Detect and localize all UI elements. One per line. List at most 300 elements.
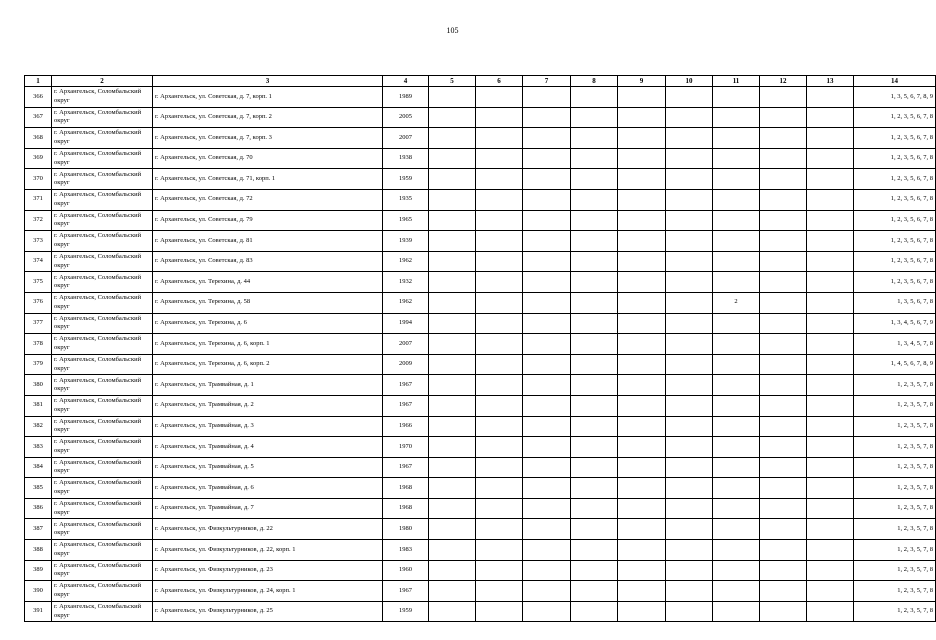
empty-cell-col12 bbox=[760, 251, 807, 272]
col11-cell bbox=[713, 272, 760, 293]
address-cell: г. Архангельск, ул. Физкультурников, д. 23 bbox=[153, 560, 383, 581]
col11-cell bbox=[713, 560, 760, 581]
col14-codes-cell: 1, 2, 3, 5, 7, 8 bbox=[854, 498, 936, 519]
empty-cell-col5 bbox=[429, 437, 476, 458]
district-cell: г. Архангельск, Соломбальский округ bbox=[52, 354, 153, 375]
empty-cell-col10 bbox=[666, 292, 713, 313]
year-built-cell: 1962 bbox=[383, 251, 429, 272]
housing-register-table bbox=[24, 75, 936, 622]
empty-cell-col8 bbox=[571, 189, 618, 210]
address-cell: г. Архангельск, ул. Терехина, д. 58 bbox=[153, 292, 383, 313]
col11-cell bbox=[713, 498, 760, 519]
col14-codes-cell: 1, 4, 5, 6, 7, 8, 9 bbox=[854, 354, 936, 375]
empty-cell-col9 bbox=[618, 272, 666, 293]
address-cell: г. Архангельск, ул. Советская, д. 7, корп. 2 bbox=[153, 107, 383, 128]
empty-cell-col10 bbox=[666, 87, 713, 108]
empty-cell-col7 bbox=[523, 498, 571, 519]
col11-cell bbox=[713, 395, 760, 416]
row-number: 388 bbox=[25, 540, 52, 561]
col14-codes-cell: 1, 2, 3, 5, 6, 7, 8 bbox=[854, 128, 936, 149]
empty-cell-col8 bbox=[571, 313, 618, 334]
row-number: 380 bbox=[25, 375, 52, 396]
empty-cell-col9 bbox=[618, 231, 666, 252]
col14-codes-cell: 1, 2, 3, 5, 7, 8 bbox=[854, 416, 936, 437]
empty-cell-col6 bbox=[476, 354, 523, 375]
address-cell: г. Архангельск, ул. Трамвайная, д. 4 bbox=[153, 437, 383, 458]
address-cell: г. Архангельск, ул. Терехина, д. 6, корп. 1 bbox=[153, 334, 383, 355]
empty-cell-col13 bbox=[807, 416, 854, 437]
col14-codes-cell: 1, 2, 3, 5, 7, 8 bbox=[854, 437, 936, 458]
empty-cell-col7 bbox=[523, 169, 571, 190]
row-number: 375 bbox=[25, 272, 52, 293]
empty-cell-col5 bbox=[429, 87, 476, 108]
empty-cell-col9 bbox=[618, 437, 666, 458]
col14-codes-cell: 1, 2, 3, 5, 7, 8 bbox=[854, 395, 936, 416]
year-built-cell: 1960 bbox=[383, 560, 429, 581]
table-row bbox=[25, 457, 936, 478]
empty-cell-col12 bbox=[760, 107, 807, 128]
table-row bbox=[25, 478, 936, 499]
empty-cell-col8 bbox=[571, 601, 618, 622]
empty-cell-col13 bbox=[807, 581, 854, 602]
empty-cell-col13 bbox=[807, 169, 854, 190]
empty-cell-col10 bbox=[666, 560, 713, 581]
empty-cell-col6 bbox=[476, 416, 523, 437]
empty-cell-col6 bbox=[476, 601, 523, 622]
row-number: 390 bbox=[25, 581, 52, 602]
row-number: 379 bbox=[25, 354, 52, 375]
row-number: 370 bbox=[25, 169, 52, 190]
empty-cell-col9 bbox=[618, 375, 666, 396]
table-row bbox=[25, 519, 936, 540]
empty-cell-col13 bbox=[807, 395, 854, 416]
district-cell: г. Архангельск, Соломбальский округ bbox=[52, 107, 153, 128]
district-cell: г. Архангельск, Соломбальский округ bbox=[52, 540, 153, 561]
col14-codes-cell: 1, 2, 3, 5, 7, 8 bbox=[854, 375, 936, 396]
address-cell: г. Архангельск, ул. Трамвайная, д. 7 bbox=[153, 498, 383, 519]
col11-cell bbox=[713, 251, 760, 272]
empty-cell-col10 bbox=[666, 437, 713, 458]
col14-codes-cell: 1, 3, 4, 5, 7, 8 bbox=[854, 334, 936, 355]
district-cell: г. Архангельск, Соломбальский округ bbox=[52, 334, 153, 355]
col11-cell bbox=[713, 416, 760, 437]
empty-cell-col5 bbox=[429, 457, 476, 478]
empty-cell-col5 bbox=[429, 354, 476, 375]
empty-cell-col8 bbox=[571, 169, 618, 190]
empty-cell-col13 bbox=[807, 87, 854, 108]
empty-cell-col6 bbox=[476, 334, 523, 355]
empty-cell-col8 bbox=[571, 251, 618, 272]
col11-cell bbox=[713, 210, 760, 231]
col14-codes-cell: 1, 2, 3, 5, 6, 7, 8 bbox=[854, 231, 936, 252]
empty-cell-col13 bbox=[807, 519, 854, 540]
empty-cell-col12 bbox=[760, 601, 807, 622]
empty-cell-col12 bbox=[760, 519, 807, 540]
district-cell: г. Архангельск, Соломбальский округ bbox=[52, 519, 153, 540]
empty-cell-col8 bbox=[571, 148, 618, 169]
empty-cell-col7 bbox=[523, 210, 571, 231]
table-row bbox=[25, 540, 936, 561]
year-built-cell: 1989 bbox=[383, 87, 429, 108]
empty-cell-col12 bbox=[760, 581, 807, 602]
year-built-cell: 1932 bbox=[383, 272, 429, 293]
column-header-3: 3 bbox=[153, 76, 383, 87]
district-cell: г. Архангельск, Соломбальский округ bbox=[52, 395, 153, 416]
table-row bbox=[25, 581, 936, 602]
col14-codes-cell: 1, 2, 3, 5, 6, 7, 8 bbox=[854, 251, 936, 272]
col14-codes-cell: 1, 2, 3, 5, 6, 7, 8 bbox=[854, 272, 936, 293]
empty-cell-col10 bbox=[666, 375, 713, 396]
empty-cell-col9 bbox=[618, 334, 666, 355]
empty-cell-col7 bbox=[523, 519, 571, 540]
col11-cell bbox=[713, 231, 760, 252]
empty-cell-col13 bbox=[807, 189, 854, 210]
empty-cell-col9 bbox=[618, 498, 666, 519]
address-cell: г. Архангельск, ул. Физкультурников, д. 24, корп. 1 bbox=[153, 581, 383, 602]
empty-cell-col10 bbox=[666, 601, 713, 622]
table-row bbox=[25, 498, 936, 519]
empty-cell-col12 bbox=[760, 169, 807, 190]
table-row bbox=[25, 251, 936, 272]
empty-cell-col7 bbox=[523, 601, 571, 622]
empty-cell-col13 bbox=[807, 128, 854, 149]
empty-cell-col9 bbox=[618, 189, 666, 210]
empty-cell-col10 bbox=[666, 169, 713, 190]
empty-cell-col9 bbox=[618, 519, 666, 540]
empty-cell-col10 bbox=[666, 395, 713, 416]
empty-cell-col12 bbox=[760, 210, 807, 231]
empty-cell-col7 bbox=[523, 272, 571, 293]
year-built-cell: 1970 bbox=[383, 437, 429, 458]
district-cell: г. Архангельск, Соломбальский округ bbox=[52, 292, 153, 313]
empty-cell-col8 bbox=[571, 560, 618, 581]
year-built-cell: 1968 bbox=[383, 478, 429, 499]
empty-cell-col10 bbox=[666, 354, 713, 375]
empty-cell-col9 bbox=[618, 251, 666, 272]
year-built-cell: 2009 bbox=[383, 354, 429, 375]
empty-cell-col6 bbox=[476, 292, 523, 313]
table-row bbox=[25, 437, 936, 458]
empty-cell-col6 bbox=[476, 581, 523, 602]
empty-cell-col9 bbox=[618, 210, 666, 231]
row-number: 369 bbox=[25, 148, 52, 169]
col11-cell bbox=[713, 334, 760, 355]
address-cell: г. Архангельск, ул. Советская, д. 79 bbox=[153, 210, 383, 231]
address-cell: г. Архангельск, ул. Трамвайная, д. 5 bbox=[153, 457, 383, 478]
empty-cell-col8 bbox=[571, 416, 618, 437]
col14-codes-cell: 1, 3, 4, 5, 6, 7, 9 bbox=[854, 313, 936, 334]
column-header-6: 6 bbox=[476, 76, 523, 87]
empty-cell-col12 bbox=[760, 128, 807, 149]
empty-cell-col6 bbox=[476, 478, 523, 499]
empty-cell-col5 bbox=[429, 334, 476, 355]
table-row bbox=[25, 560, 936, 581]
row-number: 366 bbox=[25, 87, 52, 108]
empty-cell-col6 bbox=[476, 437, 523, 458]
empty-cell-col7 bbox=[523, 292, 571, 313]
empty-cell-col6 bbox=[476, 169, 523, 190]
col11-cell bbox=[713, 128, 760, 149]
table-header-row bbox=[25, 76, 936, 87]
table-row bbox=[25, 210, 936, 231]
district-cell: г. Архангельск, Соломбальский округ bbox=[52, 272, 153, 293]
empty-cell-col6 bbox=[476, 251, 523, 272]
empty-cell-col12 bbox=[760, 334, 807, 355]
address-cell: г. Архангельск, ул. Физкультурников, д. 22 bbox=[153, 519, 383, 540]
column-header-11: 11 bbox=[713, 76, 760, 87]
address-cell: г. Архангельск, ул. Советская, д. 83 bbox=[153, 251, 383, 272]
empty-cell-col13 bbox=[807, 601, 854, 622]
column-header-1: 1 bbox=[25, 76, 52, 87]
empty-cell-col12 bbox=[760, 292, 807, 313]
empty-cell-col12 bbox=[760, 313, 807, 334]
address-cell: г. Архангельск, ул. Советская, д. 81 bbox=[153, 231, 383, 252]
year-built-cell: 1959 bbox=[383, 601, 429, 622]
empty-cell-col5 bbox=[429, 395, 476, 416]
empty-cell-col6 bbox=[476, 540, 523, 561]
year-built-cell: 1967 bbox=[383, 375, 429, 396]
empty-cell-col5 bbox=[429, 540, 476, 561]
empty-cell-col7 bbox=[523, 540, 571, 561]
col14-codes-cell: 1, 2, 3, 5, 6, 7, 8 bbox=[854, 189, 936, 210]
row-number: 367 bbox=[25, 107, 52, 128]
column-header-7: 7 bbox=[523, 76, 571, 87]
row-number: 378 bbox=[25, 334, 52, 355]
empty-cell-col7 bbox=[523, 581, 571, 602]
district-cell: г. Архангельск, Соломбальский округ bbox=[52, 457, 153, 478]
table-row bbox=[25, 87, 936, 108]
empty-cell-col7 bbox=[523, 128, 571, 149]
col11-cell bbox=[713, 437, 760, 458]
empty-cell-col13 bbox=[807, 210, 854, 231]
table-row bbox=[25, 375, 936, 396]
empty-cell-col12 bbox=[760, 540, 807, 561]
empty-cell-col9 bbox=[618, 540, 666, 561]
empty-cell-col8 bbox=[571, 457, 618, 478]
column-header-2: 2 bbox=[52, 76, 153, 87]
empty-cell-col10 bbox=[666, 251, 713, 272]
empty-cell-col9 bbox=[618, 560, 666, 581]
empty-cell-col9 bbox=[618, 457, 666, 478]
empty-cell-col13 bbox=[807, 478, 854, 499]
empty-cell-col8 bbox=[571, 231, 618, 252]
table-row bbox=[25, 128, 936, 149]
district-cell: г. Архангельск, Соломбальский округ bbox=[52, 210, 153, 231]
col14-codes-cell: 1, 3, 5, 6, 7, 8 bbox=[854, 292, 936, 313]
empty-cell-col5 bbox=[429, 292, 476, 313]
empty-cell-col6 bbox=[476, 210, 523, 231]
empty-cell-col6 bbox=[476, 313, 523, 334]
year-built-cell: 1935 bbox=[383, 189, 429, 210]
address-cell: г. Архангельск, ул. Трамвайная, д. 6 bbox=[153, 478, 383, 499]
empty-cell-col13 bbox=[807, 292, 854, 313]
year-built-cell: 1939 bbox=[383, 231, 429, 252]
empty-cell-col8 bbox=[571, 272, 618, 293]
row-number: 382 bbox=[25, 416, 52, 437]
col14-codes-cell: 1, 2, 3, 5, 6, 7, 8 bbox=[854, 169, 936, 190]
empty-cell-col9 bbox=[618, 601, 666, 622]
empty-cell-col7 bbox=[523, 354, 571, 375]
column-header-9: 9 bbox=[618, 76, 666, 87]
address-cell: г. Архангельск, ул. Советская, д. 72 bbox=[153, 189, 383, 210]
district-cell: г. Архангельск, Соломбальский округ bbox=[52, 581, 153, 602]
col11-cell bbox=[713, 169, 760, 190]
col14-codes-cell: 1, 2, 3, 5, 6, 7, 8 bbox=[854, 210, 936, 231]
empty-cell-col12 bbox=[760, 498, 807, 519]
empty-cell-col10 bbox=[666, 581, 713, 602]
empty-cell-col6 bbox=[476, 560, 523, 581]
district-cell: г. Архангельск, Соломбальский округ bbox=[52, 251, 153, 272]
address-cell: г. Архангельск, ул. Советская, д. 7, корп. 3 bbox=[153, 128, 383, 149]
column-header-8: 8 bbox=[571, 76, 618, 87]
empty-cell-col5 bbox=[429, 313, 476, 334]
column-header-5: 5 bbox=[429, 76, 476, 87]
empty-cell-col12 bbox=[760, 272, 807, 293]
empty-cell-col5 bbox=[429, 169, 476, 190]
empty-cell-col5 bbox=[429, 601, 476, 622]
table-row bbox=[25, 395, 936, 416]
table-row bbox=[25, 148, 936, 169]
empty-cell-col6 bbox=[476, 375, 523, 396]
empty-cell-col6 bbox=[476, 272, 523, 293]
empty-cell-col5 bbox=[429, 416, 476, 437]
row-number: 387 bbox=[25, 519, 52, 540]
year-built-cell: 1968 bbox=[383, 498, 429, 519]
empty-cell-col7 bbox=[523, 457, 571, 478]
empty-cell-col10 bbox=[666, 189, 713, 210]
column-header-4: 4 bbox=[383, 76, 429, 87]
year-built-cell: 1966 bbox=[383, 416, 429, 437]
table-row bbox=[25, 354, 936, 375]
empty-cell-col6 bbox=[476, 107, 523, 128]
empty-cell-col10 bbox=[666, 107, 713, 128]
district-cell: г. Архангельск, Соломбальский округ bbox=[52, 375, 153, 396]
empty-cell-col10 bbox=[666, 272, 713, 293]
empty-cell-col6 bbox=[476, 128, 523, 149]
col11-cell: 2 bbox=[713, 292, 760, 313]
district-cell: г. Архангельск, Соломбальский округ bbox=[52, 437, 153, 458]
empty-cell-col9 bbox=[618, 354, 666, 375]
col11-cell bbox=[713, 313, 760, 334]
empty-cell-col8 bbox=[571, 437, 618, 458]
year-built-cell: 1994 bbox=[383, 313, 429, 334]
empty-cell-col5 bbox=[429, 128, 476, 149]
empty-cell-col13 bbox=[807, 231, 854, 252]
empty-cell-col6 bbox=[476, 519, 523, 540]
empty-cell-col12 bbox=[760, 375, 807, 396]
empty-cell-col8 bbox=[571, 498, 618, 519]
empty-cell-col12 bbox=[760, 416, 807, 437]
column-header-10: 10 bbox=[666, 76, 713, 87]
empty-cell-col7 bbox=[523, 107, 571, 128]
table-row bbox=[25, 169, 936, 190]
col14-codes-cell: 1, 2, 3, 5, 7, 8 bbox=[854, 519, 936, 540]
empty-cell-col8 bbox=[571, 128, 618, 149]
row-number: 384 bbox=[25, 457, 52, 478]
empty-cell-col8 bbox=[571, 395, 618, 416]
col11-cell bbox=[713, 540, 760, 561]
empty-cell-col5 bbox=[429, 210, 476, 231]
empty-cell-col12 bbox=[760, 560, 807, 581]
address-cell: г. Архангельск, ул. Трамвайная, д. 1 bbox=[153, 375, 383, 396]
district-cell: г. Архангельск, Соломбальский округ bbox=[52, 128, 153, 149]
empty-cell-col10 bbox=[666, 334, 713, 355]
table-row bbox=[25, 189, 936, 210]
district-cell: г. Архангельск, Соломбальский округ bbox=[52, 601, 153, 622]
district-cell: г. Архангельск, Соломбальский округ bbox=[52, 189, 153, 210]
empty-cell-col5 bbox=[429, 189, 476, 210]
empty-cell-col12 bbox=[760, 478, 807, 499]
empty-cell-col10 bbox=[666, 128, 713, 149]
col14-codes-cell: 1, 2, 3, 5, 7, 8 bbox=[854, 457, 936, 478]
empty-cell-col5 bbox=[429, 272, 476, 293]
empty-cell-col13 bbox=[807, 560, 854, 581]
district-cell: г. Архангельск, Соломбальский округ bbox=[52, 416, 153, 437]
district-cell: г. Архангельск, Соломбальский округ bbox=[52, 313, 153, 334]
col14-codes-cell: 1, 2, 3, 5, 7, 8 bbox=[854, 560, 936, 581]
empty-cell-col8 bbox=[571, 334, 618, 355]
empty-cell-col10 bbox=[666, 519, 713, 540]
year-built-cell: 1967 bbox=[383, 457, 429, 478]
address-cell: г. Архангельск, ул. Советская, д. 7, корп. 1 bbox=[153, 87, 383, 108]
year-built-cell: 1967 bbox=[383, 395, 429, 416]
address-cell: г. Архангельск, ул. Терехина, д. 6, корп. 2 bbox=[153, 354, 383, 375]
page-number: 105 bbox=[446, 26, 459, 35]
empty-cell-col9 bbox=[618, 87, 666, 108]
empty-cell-col13 bbox=[807, 334, 854, 355]
district-cell: г. Архангельск, Соломбальский округ bbox=[52, 231, 153, 252]
row-number: 374 bbox=[25, 251, 52, 272]
column-header-13: 13 bbox=[807, 76, 854, 87]
empty-cell-col13 bbox=[807, 540, 854, 561]
empty-cell-col6 bbox=[476, 87, 523, 108]
row-number: 368 bbox=[25, 128, 52, 149]
col14-codes-cell: 1, 3, 5, 6, 7, 8, 9 bbox=[854, 87, 936, 108]
empty-cell-col10 bbox=[666, 416, 713, 437]
table-row bbox=[25, 107, 936, 128]
district-cell: г. Архангельск, Соломбальский округ bbox=[52, 498, 153, 519]
row-number: 377 bbox=[25, 313, 52, 334]
empty-cell-col9 bbox=[618, 107, 666, 128]
year-built-cell: 1980 bbox=[383, 519, 429, 540]
empty-cell-col13 bbox=[807, 251, 854, 272]
row-number: 383 bbox=[25, 437, 52, 458]
empty-cell-col5 bbox=[429, 375, 476, 396]
col11-cell bbox=[713, 189, 760, 210]
address-cell: г. Архангельск, ул. Советская, д. 71, корп. 1 bbox=[153, 169, 383, 190]
empty-cell-col12 bbox=[760, 87, 807, 108]
row-number: 385 bbox=[25, 478, 52, 499]
empty-cell-col13 bbox=[807, 313, 854, 334]
empty-cell-col5 bbox=[429, 107, 476, 128]
empty-cell-col8 bbox=[571, 519, 618, 540]
empty-cell-col13 bbox=[807, 457, 854, 478]
empty-cell-col5 bbox=[429, 148, 476, 169]
col11-cell bbox=[713, 519, 760, 540]
empty-cell-col6 bbox=[476, 148, 523, 169]
empty-cell-col12 bbox=[760, 437, 807, 458]
empty-cell-col10 bbox=[666, 313, 713, 334]
empty-cell-col7 bbox=[523, 560, 571, 581]
empty-cell-col8 bbox=[571, 87, 618, 108]
empty-cell-col5 bbox=[429, 581, 476, 602]
district-cell: г. Архангельск, Соломбальский округ bbox=[52, 560, 153, 581]
empty-cell-col10 bbox=[666, 210, 713, 231]
row-number: 376 bbox=[25, 292, 52, 313]
col14-codes-cell: 1, 2, 3, 5, 7, 8 bbox=[854, 540, 936, 561]
empty-cell-col13 bbox=[807, 375, 854, 396]
district-cell: г. Архангельск, Соломбальский округ bbox=[52, 169, 153, 190]
